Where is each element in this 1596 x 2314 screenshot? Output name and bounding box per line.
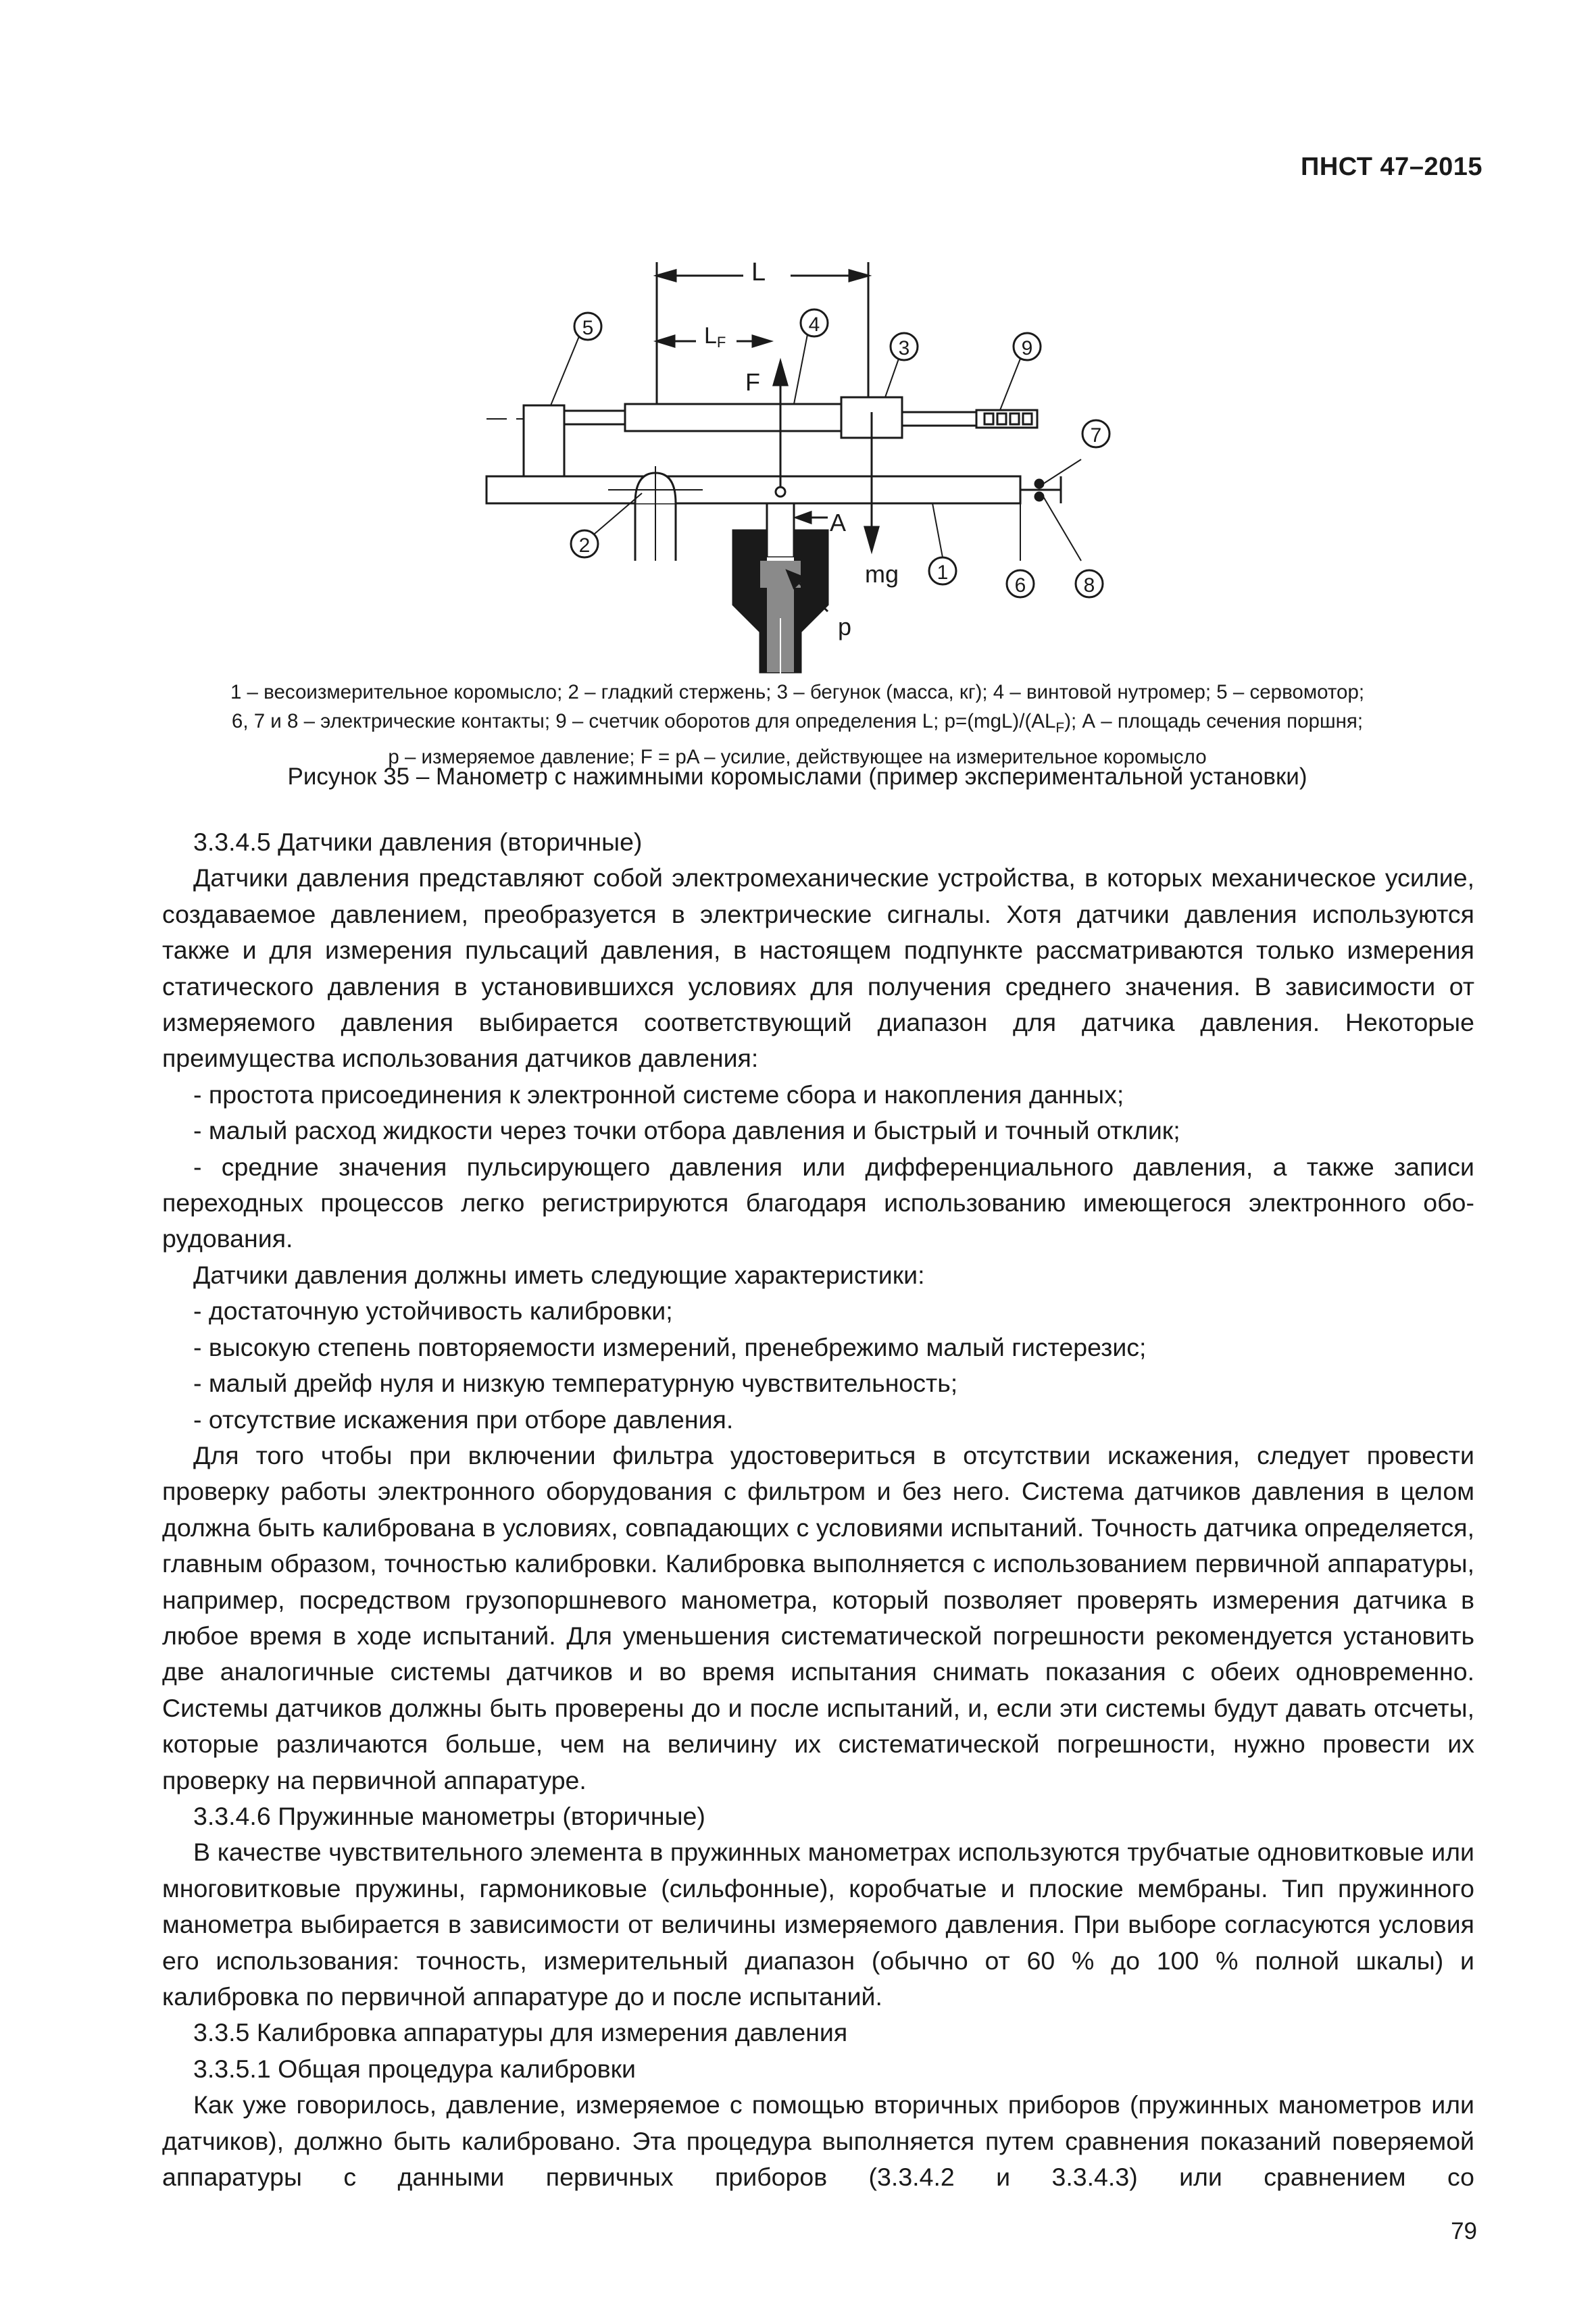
body-text xyxy=(162,824,1474,2195)
dim-L-arrow-left xyxy=(657,270,676,281)
servomotor-block xyxy=(524,405,564,476)
paragraph: В качестве чувствительного элемента в пружинных манометрах используются трубчатые одновитковые или многовитковые пружины, гармониковые (сильфонные), коробчатые и плоские мембраны. Тип пружинного манометра выбирается в зависимости от величины измеряемого давления. При выборе согласуются условия его использования: точность, измерительный диапазон (обычно от 60 % до 100 % полной шкалы) и калибровка по первичной аппаратуре до и после испытаний. xyxy=(162,1838,1474,2011)
force-F-arrow xyxy=(774,361,787,385)
list-item: - достаточную устойчивость калибровки; xyxy=(193,1297,673,1326)
piston xyxy=(767,503,794,557)
weight-mg-arrow xyxy=(865,527,878,551)
rod-segment-right xyxy=(902,412,976,426)
area-A-label: A xyxy=(830,509,847,536)
figure-diagram xyxy=(0,250,1596,682)
list-item: - малый дрейф нуля и низкую температурную чувствительность; xyxy=(193,1369,958,1398)
screw-micrometer xyxy=(625,404,841,431)
section-heading-3-3-5-1: 3.3.5.1 Общая процедура калибровки xyxy=(193,2054,637,2083)
svg-text:4: 4 xyxy=(808,313,820,336)
callout-8 xyxy=(1076,570,1103,597)
leader-8 xyxy=(1043,497,1081,561)
dim-LF-arrow-right xyxy=(753,336,770,347)
callout-3 xyxy=(885,333,918,397)
callout-4 xyxy=(794,309,828,404)
svg-text:3: 3 xyxy=(898,337,910,359)
section-heading-3-3-4-6: 3.3.4.6 Пружинные манометры (вторичные) xyxy=(193,1801,705,1830)
leader-7 xyxy=(1043,459,1081,484)
callout-9 xyxy=(1000,333,1041,410)
svg-text:2: 2 xyxy=(578,534,591,557)
dim-LF-label: LF xyxy=(704,323,726,351)
section-heading-3-3-4-5: 3.3.4.5 Датчики давления (вторичные) xyxy=(193,828,643,856)
svg-text:6: 6 xyxy=(1014,574,1026,597)
weight-mg-label: mg xyxy=(865,560,899,588)
dim-A-arrow xyxy=(796,512,811,523)
document-code: ПНСТ 47–2015 xyxy=(1301,153,1482,181)
contact-8-point xyxy=(1035,493,1043,501)
dim-LF-arrow-left xyxy=(657,336,674,347)
section-heading-3-3-5: 3.3.5 Калибровка аппаратуры для измерения давления xyxy=(193,2018,848,2047)
legend-line-2: 6, 7 и 8 – электрические контакты; 9 – счетчик оборотов для определения L; $p=(mgL)/(AL_F)$; А – площадь сечения поршня; xyxy=(231,710,1364,736)
callout-1 xyxy=(929,503,956,584)
list-item: - малый расход жидкости через точки отбора давления и быстрый и точный отклик; xyxy=(193,1116,1180,1145)
balance-beam xyxy=(487,476,1020,503)
piston-pivot xyxy=(776,487,785,497)
figure-caption: Рисунок 35 – Манометр с нажимными коромыслами (пример экспериментальной установки) xyxy=(287,763,1307,790)
figure-pressure-balance xyxy=(0,250,1596,682)
list-item: - отсутствие искажения при отборе давления. xyxy=(193,1405,734,1434)
contact-7-point xyxy=(1035,480,1043,488)
svg-text:8: 8 xyxy=(1083,574,1095,597)
callout-7 xyxy=(1082,420,1109,447)
callout-5 xyxy=(551,313,601,405)
list-item: - средние значения пульсирующего давления или дифференциального давления, а также записи переходных процессов легко регистрируются благодаря использованию имеющегося электронного оборудования. xyxy=(162,1152,1474,1253)
pressure-p-label: p xyxy=(838,613,852,640)
dim-L-arrow-right xyxy=(849,270,868,281)
rod-segment-left xyxy=(564,411,625,424)
paragraph: Как уже говорилось, давление, измеряемое с помощью вторичных приборов (пружинных манометров или датчиков), должно быть калибровано. Эта процедура выполняется путем сравнения показаний поверяемой аппаратуры с данными первичных приборов (3.3.4.2 и 3.3.4.3) или сравнением со xyxy=(162,2090,1474,2192)
page-number: 79 xyxy=(1451,2218,1477,2244)
force-F-label: F xyxy=(745,368,760,396)
list-item: - простота присоединения к электронной системе сбора и накопления данных; xyxy=(193,1080,1124,1109)
svg-text:1: 1 xyxy=(937,561,949,584)
legend-line-3: р – измеряемое давление; F = pA – усилие, действующее на измерительное коромысло xyxy=(388,745,1207,768)
paragraph: Датчики давления представляют собой электромеханические устройства, в которых механическое усилие, создаваемое давлением, преобразуется в электрические сигналы. Хотя датчики давления используются также и для измерения пульсаций давления, в настоящем подпункте рассматриваются только измерения статического давления в установившихся условиях для получения среднего значения. В зависимости от измеряемого давления выбирается соответствующий диапазон для датчика давления. Некоторые преимущества использования датчиков давления: xyxy=(162,863,1474,1073)
dim-L-label: L xyxy=(751,258,766,286)
legend-line-1: 1 – весоизмерительное коромысло; 2 – гладкий стержень; 3 – бегунок (масса, кг); 4 – винтовой нутромер; 5 – сервомотор; xyxy=(230,681,1365,703)
paragraph: Датчики давления должны иметь следующие характеристики: xyxy=(193,1260,925,1289)
svg-text:7: 7 xyxy=(1090,424,1102,447)
callout-6 xyxy=(1007,570,1034,597)
list-item: - высокую степень повторяемости измерений, пренебрежимо малый гистерезис; xyxy=(193,1332,1147,1361)
figure-legend xyxy=(122,678,1473,772)
svg-text:9: 9 xyxy=(1021,337,1033,359)
paragraph: Для того чтобы при включении фильтра удостовериться в отсутствии искажения, следует провести проверку работы электронного оборудования с фильтром и без него. Система датчиков давления в целом должна быть калибрована в условиях, совпадающих с условиями испытаний. Точность датчика определяется, главным образом, точностью калибровки. Калибровка выполняется с использованием первичной аппаратуры, например, посредством грузопоршневого манометра, который позволяет проверять измерения датчика в любое время в ходе испытаний. Для уменьшения систематической погрешности рекомендуется установить две аналогичные системы датчиков и во время испытания снимать показания с обеих одновременно. Системы датчиков должны быть проверены до и после испытаний, и, если эти системы будут давать отсчеты, которые различаются больше, чем на величину их систематической погрешности, нужно провести их проверку на первичной аппаратуре. xyxy=(162,1440,1474,1794)
svg-text:5: 5 xyxy=(582,317,594,339)
